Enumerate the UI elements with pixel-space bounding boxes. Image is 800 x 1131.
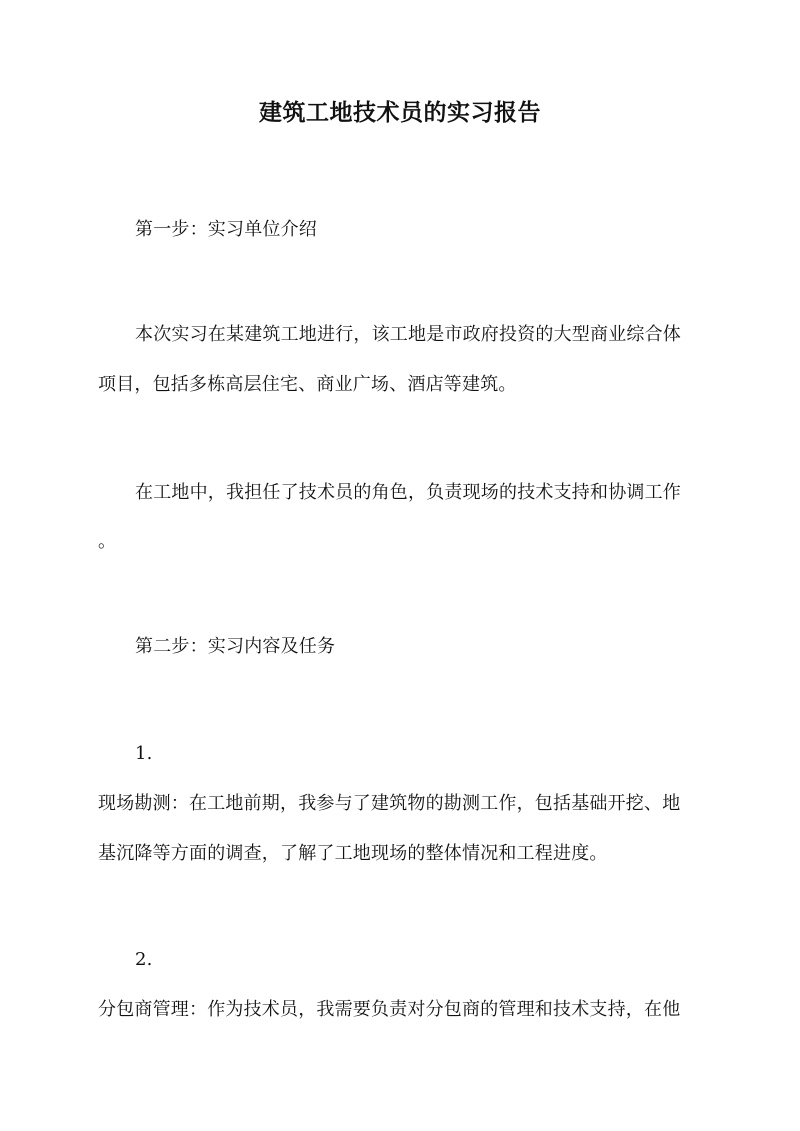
paragraph-line: 在工地中，我担任了技术员的角色，负责现场的技术支持和协调工作 — [135, 482, 681, 503]
section-heading-1: 第一步：实习单位介绍 — [135, 219, 317, 240]
section-heading-2: 第二步：实习内容及任务 — [135, 636, 336, 657]
list-item-line: 基沉降等方面的调查，了解了工地现场的整体情况和工程进度。 — [98, 843, 608, 864]
list-item-line: 分包商管理：作为技术员，我需要负责对分包商的管理和技术支持，在他 — [98, 999, 681, 1020]
document-title: 建筑工地技术员的实习报告 — [259, 99, 541, 126]
paragraph-line: 项目，包括多栋高层住宅、商业广场、酒店等建筑。 — [98, 374, 517, 395]
list-number: 2. — [135, 949, 153, 970]
paragraph-line: 本次实习在某建筑工地进行，该工地是市政府投资的大型商业综合体 — [135, 324, 681, 345]
list-number: 1. — [135, 743, 153, 764]
paragraph-line: 。 — [98, 531, 117, 552]
list-item-line: 现场勘测：在工地前期，我参与了建筑物的勘测工作，包括基础开挖、地 — [98, 793, 681, 814]
